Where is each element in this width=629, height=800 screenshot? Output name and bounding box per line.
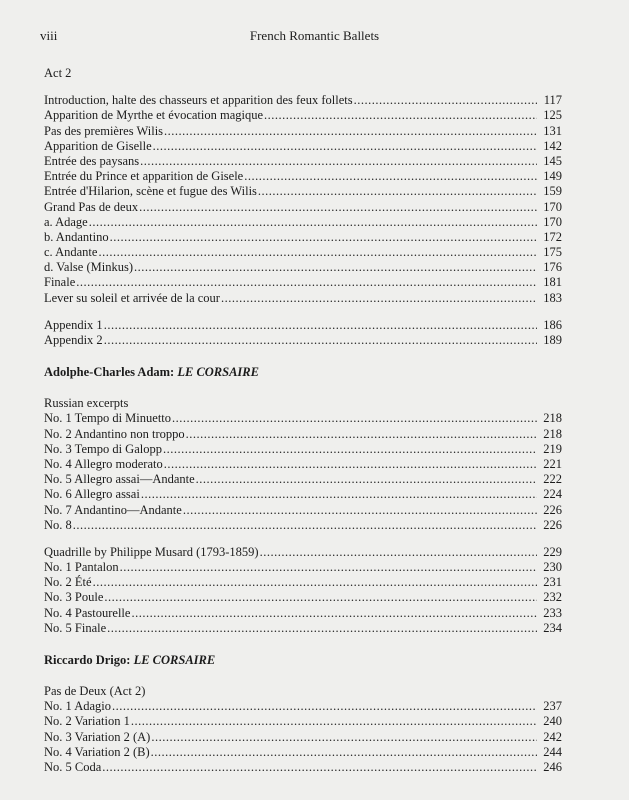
entry-title: Appendix 2 [44,333,103,347]
entry-page: 145 [543,153,562,168]
toc-entry [44,200,562,215]
entry-title: a. Adage [44,214,88,229]
dot-leader [112,699,537,714]
entry-page: 176 [543,260,562,275]
entry-title: Appendix 1 [44,317,103,332]
entry-page: 226 [543,517,562,532]
entry-title: d. Valse (Minkus) [44,260,134,275]
entry-page: 170 [543,199,562,214]
toc-entry [44,245,562,260]
work-title: LE CORSAIRE [177,365,259,380]
toc-entry [44,745,562,760]
dot-leader [120,560,537,575]
russian-entries [44,411,562,533]
toc-entry [44,93,562,108]
toc-entry [44,472,562,487]
entry-page: 175 [543,245,562,260]
act2-entries [44,93,562,306]
entry-page: 237 [543,699,562,714]
entry-page: 244 [543,744,562,759]
entry-title: Introduction, halte des chasseurs et apparition des feux follets [44,93,353,108]
entry-title: Apparition de Myrthe et évocation magique [44,108,264,123]
toc-entry [44,275,562,290]
dot-leader [104,333,537,348]
entry-title: No. 1 Tempo di Minuetto [44,411,172,426]
entry-title: No. 3 Poule [44,590,104,605]
book-title: French Romantic Ballets [249,28,380,43]
entry-page: 222 [543,472,562,487]
toc-entry [44,590,562,605]
entry-title: No. 5 Coda [44,759,102,774]
entry-page: 246 [543,759,562,774]
section-label-act2: Act 2 [44,66,72,80]
entry-page: 186 [543,317,562,332]
entry-page: 233 [543,605,562,620]
toc-entry [44,427,562,442]
toc-entry [44,184,562,199]
dot-leader [260,545,537,560]
dot-leader [110,230,537,245]
toc-entry [44,124,562,139]
toc-entry [44,606,562,621]
entry-page: 159 [543,184,562,199]
entry-title: b. Andantino [44,229,109,244]
entry-title: No. 8 [44,517,72,532]
dot-leader [141,487,537,502]
entry-page: 181 [543,275,562,290]
dot-leader [98,245,537,260]
section-heading-adam [44,364,562,380]
entry-page: 229 [543,544,562,559]
dot-leader [258,184,537,199]
toc-entry [44,760,562,775]
entry-page: 183 [543,290,562,305]
dot-leader [76,275,537,290]
dot-leader [89,215,537,230]
dot-leader [134,260,537,275]
toc-entry [44,518,562,533]
toc-entry [44,139,562,154]
entry-page: 131 [543,123,562,138]
pdd-entries [44,699,562,775]
entry-page: 149 [543,169,562,184]
dot-leader [102,760,537,775]
dot-leader [183,503,537,518]
entry-page: 189 [543,333,562,347]
dot-leader [131,606,537,621]
entry-title: No. 4 Pastourelle [44,605,131,620]
entry-title: Entrée des paysans [44,153,140,168]
toc-entry [44,457,562,472]
dot-leader [196,472,537,487]
page-number: viii [40,28,58,43]
appendix-entries [44,318,562,348]
entry-title: Grand Pas de deux [44,199,139,214]
toc-entry [44,169,562,184]
dot-leader [131,714,537,729]
entry-page: 224 [543,487,562,502]
dot-leader [164,457,537,472]
toc-entry [44,487,562,502]
toc-entry [44,699,562,714]
entry-page: 242 [543,729,562,744]
entry-title: No. 7 Andantino—Andante [44,502,182,517]
entry-title: c. Andante [44,245,98,260]
entry-page: 218 [543,426,562,441]
toc-entry-quadrille [44,545,562,560]
entry-page: 142 [543,138,562,153]
entry-page: 172 [543,229,562,244]
toc-entry [44,333,562,348]
entry-title: No. 4 Variation 2 (B) [44,744,150,759]
entry-title: Finale [44,275,76,290]
entry-title: Apparition de Giselle [44,138,152,153]
entry-title: No. 3 Tempo di Galopp [44,441,162,456]
entry-page: 221 [543,456,562,471]
toc-entry [44,318,562,333]
entry-title: No. 5 Finale [44,620,107,635]
toc-entry [44,260,562,275]
entry-title: No. 6 Allegro assai [44,487,140,502]
subsection-label-pdd: Pas de Deux (Act 2) [44,684,146,698]
toc-entry [44,442,562,457]
dot-leader [151,745,537,760]
table-of-contents [44,66,562,775]
quadrille-entries [44,560,562,636]
entry-page: 230 [543,560,562,575]
dot-leader [354,93,537,108]
entry-title: No. 5 Allegro assai—Andante [44,472,195,487]
dot-leader [163,442,537,457]
entry-page: 232 [543,590,562,605]
entry-page: 231 [543,575,562,590]
entry-title: No. 1 Adagio [44,699,112,714]
entry-page: 226 [543,502,562,517]
entry-title: No. 3 Variation 2 (A) [44,729,151,744]
running-header [0,28,629,44]
dot-leader [172,411,537,426]
toc-entry [44,108,562,123]
composer-name: Adolphe-Charles Adam: [44,365,175,380]
entry-title: Lever su soleil et arrivée de la cour [44,290,220,305]
entry-title: No. 2 Été [44,575,92,590]
dot-leader [244,169,537,184]
toc-entry [44,575,562,590]
entry-title: Pas des premières Wilis [44,123,164,138]
dot-leader [93,575,537,590]
composer-name: Riccardo Drigo: [44,653,131,667]
entry-page: 240 [543,714,562,729]
dot-leader [140,154,537,169]
entry-title: Entrée d'Hilarion, scène et fugue des Wilis [44,184,257,199]
entry-page: 219 [543,441,562,456]
entry-title: No. 4 Allegro moderato [44,456,163,471]
toc-entry [44,291,562,306]
toc-entry [44,154,562,169]
dot-leader [164,124,537,139]
dot-leader [104,590,537,605]
dot-leader [221,291,537,306]
toc-entry [44,411,562,426]
dot-leader [151,730,537,745]
dot-leader [107,621,537,636]
dot-leader [104,318,537,333]
entry-title: Entrée du Prince et apparition de Gisele [44,169,244,184]
dot-leader [139,200,537,215]
toc-entry [44,621,562,636]
entry-title: Quadrille by Philippe Musard (1793-1859) [44,544,259,559]
toc-entry [44,503,562,518]
toc-entry [44,714,562,729]
toc-entry [44,215,562,230]
work-title: LE CORSAIRE [133,653,216,667]
entry-title: No. 1 Pantalon [44,560,119,575]
dot-leader [73,518,537,533]
section-heading-drigo [44,652,562,668]
entry-page: 170 [543,214,562,229]
entry-page: 234 [543,620,562,635]
entry-page: 117 [543,93,562,108]
toc-entry [44,230,562,245]
subsection-label-russian: Russian excerpts [44,396,129,411]
entry-title: No. 2 Variation 1 [44,714,130,729]
dot-leader [186,427,537,442]
entry-title: No. 2 Andantino non troppo [44,426,185,441]
dot-leader [153,139,537,154]
toc-entry [44,730,562,745]
dot-leader [264,108,537,123]
entry-page: 125 [543,108,562,123]
entry-page: 218 [543,411,562,426]
toc-entry [44,560,562,575]
